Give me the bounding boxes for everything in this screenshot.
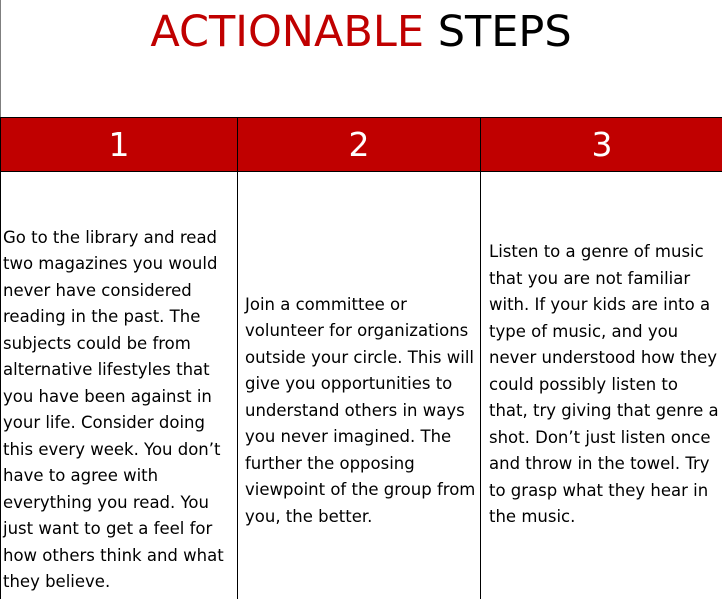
steps-body-row	[1, 172, 722, 599]
step-text-3: Listen to a genre of music that you are not familiar with. If your kids are into a type of music, and you never understood how they could possibly listen to that, try giving that genre a shot. Don’t just listen once and throw in the towel. Try to grasp what they hear in the music.	[481, 172, 722, 599]
title-rest-word: STEPS	[437, 7, 572, 57]
step-number-1: 1	[1, 118, 238, 172]
steps-header-row	[1, 118, 722, 172]
steps-table	[0, 117, 722, 599]
page-title	[0, 4, 722, 60]
title-accent-word: ACTIONABLE	[150, 7, 425, 57]
step-number-3: 3	[481, 118, 722, 172]
step-text-2: Join a committee or volunteer for organizations outside your circle. This will give you opportunities to understand others in ways you never imagined. The further the opposing viewpoint of the group from you, the better.	[238, 172, 481, 599]
step-text-1: Go to the library and read two magazines you would never have considered reading in the past. The subjects could be from alternative lifestyles that you have been against in your life. Consider doing this every week. You don’t have to agree with everything you read. You just want to get a feel for how others think and what they believe.	[1, 172, 238, 599]
step-number-2: 2	[238, 118, 481, 172]
